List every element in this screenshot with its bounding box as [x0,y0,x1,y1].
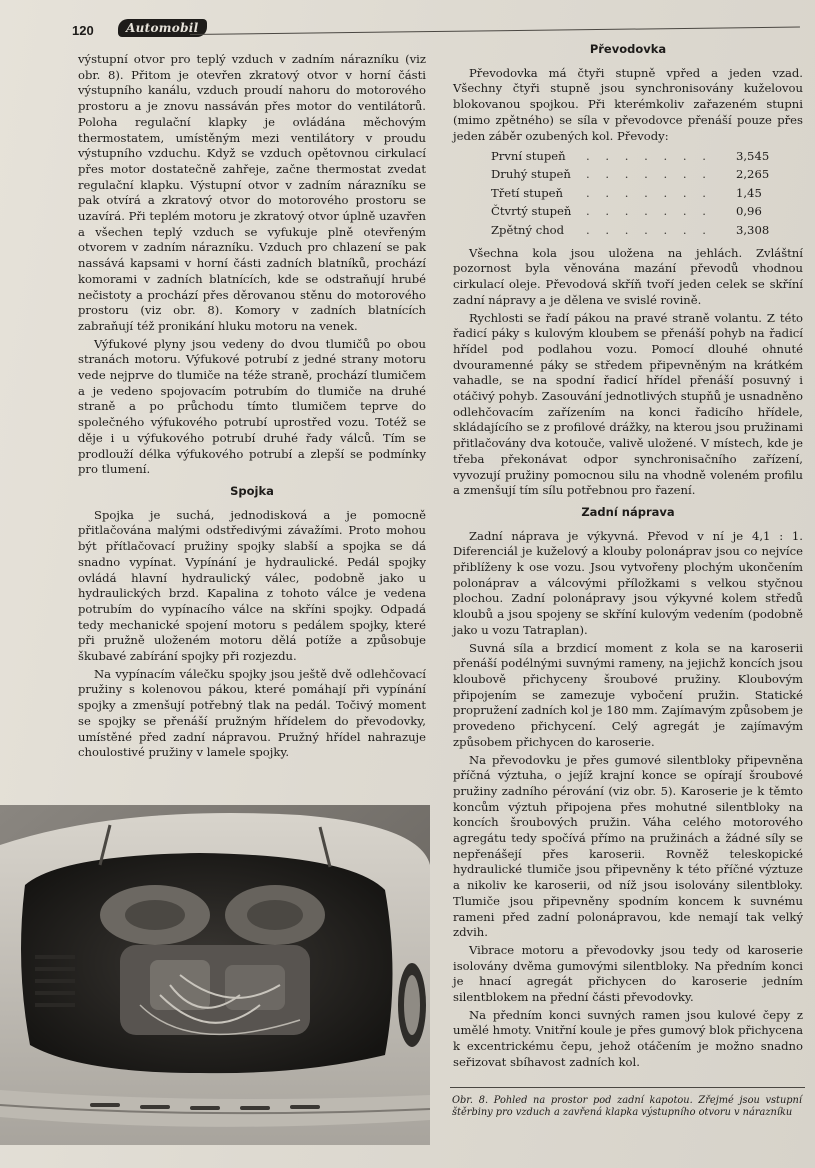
leader-dots: . . . . . . . [586,222,712,237]
table-row [491,166,791,185]
gear-ratio: 1,45 [736,185,762,200]
paragraph: Na převodovku je přes gumové silentbloky připevněna příčná výztuha, o jejíž krajní konce se opírají šroubové pružiny zadního pérování (viz obr. 5). Karoserie je k těmto koncům výztuh připojena přes mohutné silentbloky na koncích šroubových pružin. Váha celého motorového agregátu tedy spočívá přímo na pružinách a žádné síly se nepřenášejí přes karoserii. Rovněž teleskopické hydraulické tlumiče jsou připevněny k této příčné výztuze a nikoliv ke karoserii, od níž jsou isolovány silentbloky. Tlumiče jsou připevněny spodním koncem k suvnému rameni před zadní polonápravou, kde nemají tak velký zdvih. [453,752,803,940]
table-row [491,221,791,240]
paragraph: Spojka je suchá, jednodisková a je pomocně přitlačována malými odstředivými závažími. Proto mohou být přítlačovací pružiny spojky slabší a spojka se dá snadno vypínat. Vypínání je hydraulické. Pedál spojky ovládá hlavní hydraulický válec, podobně jako u hydraulických brzd. Kapalina z tohoto válce je vedena potrubím do vypínacího válce na skříni spojky. Odpadá tedy mechanické spojení motoru s pedálem spojky, které při pružně uloženém motoru dělá potíže a způsobuje škubavé zabírání spojky při rozjezdu. [78,507,426,664]
paragraph: Zadní náprava je výkyvná. Převod v ní je 4,1 : 1. Diferenciál je kuželový a klouby polonáprav jsou co nejvíce přiblíženy k ose vozu. Jsou vytvořeny plochým ukončením polonáprav a válcovými příložkami s velkou styčnou plochou. Zadní polonápravy jsou výkyvné kolem středů kloubů a jsou spojeny se skříní kulovým vedením (podobně jako u vozu Tatraplan). [453,528,803,637]
paragraph: Výfukové plyny jsou vedeny do dvou tlumičů po obou stranách motoru. Výfukové potrubí z jedné strany motoru vede nejprve do tlumiče na téže straně, prochází tlumičem a je vedeno spojovacím potrubím do tlumiče na druhé straně a po průchodu tímto tlumičem teprve do společného výfukového potrubí uprostřed vozu. Totéž se děje i u výfukového potrubí druhé řady válců. Tím se prodlouží délka výfukového potrubí a zlepší se podmínky pro tlumení. [78,336,426,477]
engine-compartment-photo [0,805,430,1145]
leader-dots: . . . . . . . [586,185,712,200]
caption-rule [450,1087,805,1088]
gear-name: Třetí stupeň [491,185,564,200]
paragraph: výstupní otvor pro teplý vzduch v zadním nárazníku (viz obr. 8). Přitom je otevřen zkratový otvor v horní části výstupního kanálu, vzduch proudí nahoru do motorového prostoru a je znovu nassáván přes motor do ventilátorů. Poloha regulační klapky je ovládána měchovým thermostatem, umístěným mezi ventilátory v proudu výstupního vzduchu. Když se vzduch opětovnou cirkulací přes motor dostatečně zahřeje, začne thermostat zvedat regulační klapku. Výstupní otvor v zadním nárazníku se pak otvírá a zkratový otvor do motorového prostoru se uzavírá. Při teplém motoru je zkratový otvor úplně uzavřen a všechen teplý vzduch se vyfukuje plně otevřeným otvorem v zadním nárazníku. Vzduch pro chlazení se pak nassává kapsami v horní části zadních blatníků, prochází komorami v zadních blatnících, kde se odstraňují hrubé nečistoty a prochází přes děrovanou stěnu do motorového prostoru (viz obr. 8). Komory v zadních blatnících zabraňují též pronikání hluku motoru na venek. [78,52,426,333]
header-rule [190,27,800,35]
paragraph: Na vypínacím válečku spojky jsou ještě dvě odlehčovací pružiny s kolenovou pákou, které pomáhají při vypínání spojky a zmenšují potřebný tlak na pedál. Točivý moment se spojky se přenáší pružným hřídelem do převodovky, umístěné před zadní nápravou. Pružný hřídel nahrazuje choulostivé pružiny v lamele spojky. [78,666,426,760]
page-number: 120 [72,23,94,38]
gear-ratio-table [491,147,791,240]
paragraph: Vibrace motoru a převodovky jsou tedy od karoserie isolovány dvěma gumovými silentbloky. Na předním konci je hnací agregát přichycen do karoserie jedním silentblokem na přední části převodovky. [453,942,803,1005]
right-column [453,36,803,1071]
table-row [491,184,791,203]
paragraph: Suvná síla a brzdicí moment z kola se na karoserii přenáší podélnými suvnými rameny, na jejichž koncích jsou kloubově přichyceny šroubové pružiny. Kloubovým připojením se zamezuje vybočení pružin. Statické propružení zadních kol je 180 mm. Zajímavým způsobem je provedeno přichycení. Celý agregát je zajímavým způsobem přichycen do karoserie. [453,640,803,749]
leader-dots: . . . . . . . [586,204,712,219]
table-row [491,203,791,222]
left-column [78,52,426,761]
gear-ratio: 3,308 [736,222,770,237]
leader-dots: . . . . . . . [586,167,712,182]
section-title-prevodovka: Převodovka [589,42,667,56]
gear-name: Zpětný chod [491,222,565,237]
paragraph: Rychlosti se řadí pákou na pravé straně volantu. Z této řadicí páky s kulovým kloubem se přenáší pohyb na řadicí hřídel pod podlahou vozu. Pomocí dlouhé ohnuté dvouramenné páky se středem připevněným na krátkém vahadle, se na spodní řadicí hřídel přenáší posuvný i otáčivý pohyb. Zasouvání jednotlivých stupňů je usnadněno odlehčovacím zařízením na konci řadicího hřídele, skládajícího se z profilové drážky, na kterou jsou pružinami přitlačovány dva kotouče, valivě uložené. V místech, kde je třeba překonávat odpor synchronisačního zařízení, vyvozují pružiny pomocnou silu na vhodně voleném profilu a zmenšují tím sílu potřebnou pro řazení. [453,310,803,498]
gear-ratio: 3,545 [736,148,770,163]
paragraph: Všechna kola jsou uložena na jehlách. Zvláštní pozornost byla věnována mazání převodů vhodnou cirkulací oleje. Převodová skříň tvoří jeden celek se skříní zadní nápravy a je dělena ve svislé rovině. [453,245,803,307]
gear-ratio: 0,96 [736,204,762,219]
magazine-logo: Automobil [118,19,207,37]
paragraph: Převodovka má čtyři stupně vpřed a jeden vzad. Všechny čtyři stupně jsou synchronisovány kuželovou blokovanou spojkou. Při kterémkoliv zařazeném stupni (mimo zpětného) se síla v převodovce přenáší pouze přes jeden záběr ozubených kol. Převody: [453,65,803,143]
section-title-spojka: Spojka [230,483,274,498]
gear-name: Čtvrtý stupeň [491,204,572,219]
table-row [491,147,791,166]
paragraph: Na předním konci suvných ramen jsou kulové čepy z umělé hmoty. Vnitřní koule je přes gumový blok přichycena k excentrickému čepu, jehož otáčením je možno snadno seřizovat sbíhavost zadních kol. [453,1007,803,1069]
section-title-zadni-naprava: Zadní náprava [581,504,675,519]
leader-dots: . . . . . . . [586,148,712,163]
gear-ratio: 2,265 [736,167,770,182]
gear-name: Druhý stupeň [491,167,571,182]
gear-name: První stupeň [491,148,566,163]
figure-caption: Obr. 8. Pohled na prostor pod zadní kapotou. Zřejmé jsou vstupní štěrbiny pro vzduch a zavřená klapka výstupního otvoru v nárazníku [452,1095,802,1118]
